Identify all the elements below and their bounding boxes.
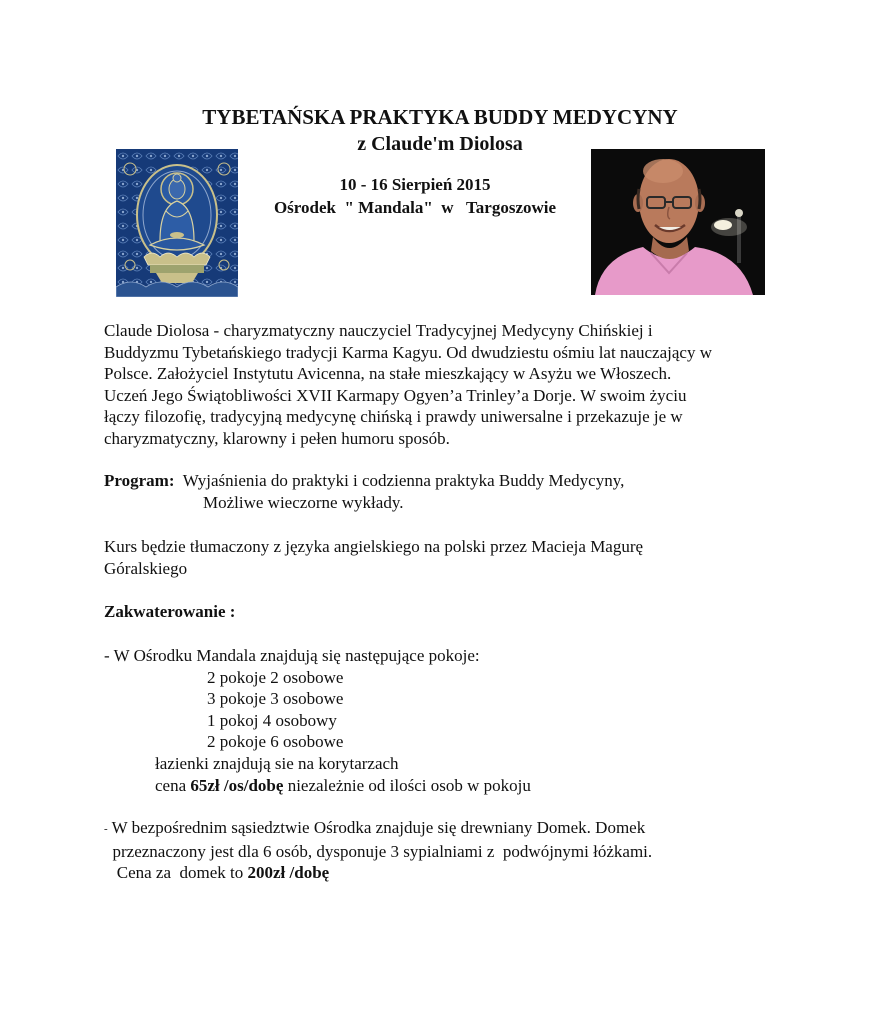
cabin-price-prefix: Cena za domek to bbox=[104, 863, 248, 883]
teacher-bio-paragraph bbox=[104, 320, 794, 450]
program-label: Program: bbox=[104, 471, 175, 490]
bio-line: Polsce. Założyciel Instytutu Avicenna, na stałe mieszkający w Asyżu we Włoszech. bbox=[104, 364, 672, 384]
event-dates: 10 - 16 Sierpień 2015 bbox=[339, 175, 491, 194]
cabin-dash: - bbox=[104, 823, 108, 835]
price-suffix: niezależnie od ilości osob w pokoju bbox=[283, 775, 531, 795]
document-title: TYBETAŃSKA PRAKTYKA BUDDY MEDYCYNY bbox=[202, 105, 678, 129]
price-prefix: cena bbox=[155, 775, 191, 795]
bio-line: charyzmatyczny, klarowny i pełen humoru sposób. bbox=[104, 428, 450, 448]
event-location: Ośrodek " Mandala" w Targoszowie bbox=[273, 198, 557, 217]
room-price bbox=[104, 775, 794, 797]
bio-line: łączy filozofię, tradycyjną medycynę chińską i prawdy uniwersalne i przekazuje je w bbox=[104, 407, 683, 427]
cabin-price bbox=[104, 862, 794, 884]
cabin-text-2: przeznaczony jest dla 6 osób, dysponuje 3 sypialniami z podwójnymi łóżkami. bbox=[104, 841, 653, 861]
bio-line: Claude Diolosa - charyzmatyczny nauczyciel Tradycyjnej Medycyny Chińskiej i bbox=[104, 321, 653, 340]
cabin-line bbox=[104, 817, 794, 841]
room-item: 1 pokoj 4 osobowy bbox=[207, 710, 337, 730]
price-value: 65zł /os/dobę bbox=[190, 775, 284, 795]
room-item: 2 pokoje 6 osobowe bbox=[207, 732, 344, 752]
bio-line: Buddyzmu Tybetańskiego tradycji Karma Kagyu. Od dwudziestu ośmiu lat nauczający w bbox=[104, 342, 712, 362]
document-subtitle: z Claude'm Diolosa bbox=[357, 133, 523, 155]
translation-note bbox=[104, 536, 794, 579]
cabin-text-1: W bezpośrednim sąsiedztwie Ośrodka znajduje się drewniany Domek. Domek bbox=[107, 818, 646, 837]
bio-line: Uczeń Jego Świątobliwości XVII Karmapy Ogyen’a Trinley’a Dorje. W swoim życiu bbox=[104, 385, 687, 405]
rooms-intro: - W Ośrodku Mandala znajdują się następujące pokoje: bbox=[104, 646, 480, 665]
cabin-price-value: 200zł /dobę bbox=[247, 863, 330, 883]
program-section bbox=[104, 470, 794, 513]
medicine-buddha-thangka-image bbox=[116, 149, 238, 297]
program-line-2: Możliwe wieczorne wykłady. bbox=[203, 492, 404, 512]
room-item: 2 pokoje 2 osobowe bbox=[207, 667, 344, 687]
translation-line: Góralskiego bbox=[104, 558, 188, 578]
bathrooms-note: łazienki znajdują sie na korytarzach bbox=[155, 753, 399, 773]
program-text: Wyjaśnienia do praktyki i codzienna praktyka Buddy Medycyny, bbox=[174, 471, 625, 490]
rooms-list bbox=[104, 645, 794, 796]
thangka-illustration bbox=[116, 149, 238, 297]
translation-line: Kurs będzie tłumaczony z języka angielskiego na polski przez Macieja Magurę bbox=[104, 537, 644, 556]
teacher-portrait-photo bbox=[591, 149, 765, 295]
room-item: 3 pokoje 3 osobowe bbox=[207, 689, 344, 709]
portrait-illustration bbox=[591, 149, 765, 295]
cabin-section bbox=[104, 817, 794, 884]
program-line bbox=[104, 470, 794, 492]
accommodation-heading: Zakwaterowanie : bbox=[104, 602, 236, 621]
